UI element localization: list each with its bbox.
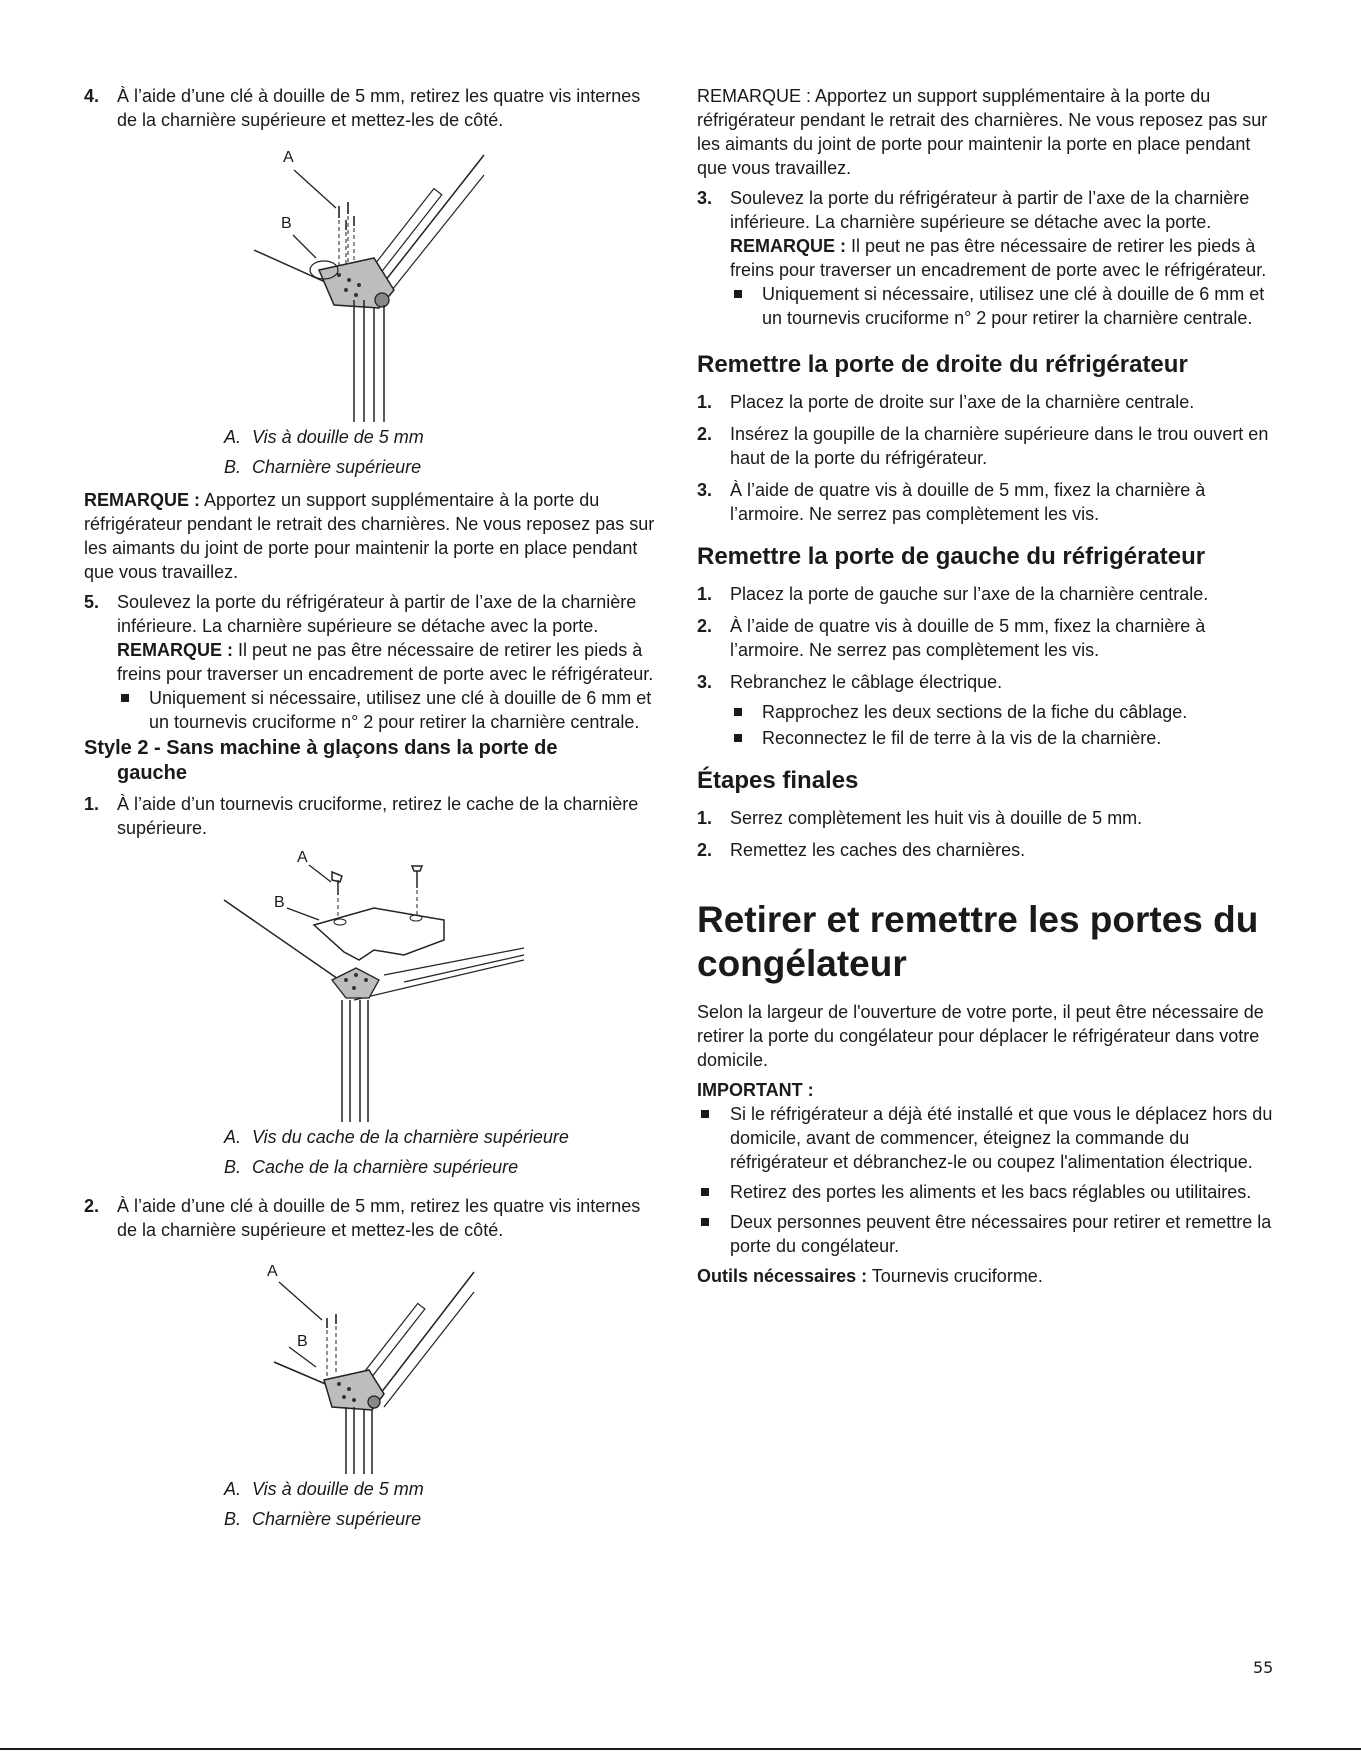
caption-text: Vis à douille de 5 mm bbox=[252, 1479, 424, 1499]
important-bullet bbox=[697, 1180, 1282, 1204]
caption-a bbox=[84, 1122, 664, 1152]
important-bullet bbox=[697, 1210, 1282, 1258]
step-3 bbox=[697, 186, 1282, 282]
step-text: Placez la porte de gauche sur l’axe de la charnière centrale. bbox=[730, 584, 1209, 604]
section-heading-final-steps: Étapes finales bbox=[697, 767, 859, 794]
section-right-step bbox=[697, 390, 1282, 414]
step-note bbox=[117, 638, 664, 686]
bullet-square-icon bbox=[701, 1110, 709, 1118]
step-number: 2. bbox=[697, 840, 713, 860]
bullet-text: Uniquement si nécessaire, utilisez une clé à douille de 6 mm et un tournevis cruciforme n° 2 pour retirer la charnière centrale. bbox=[762, 284, 1265, 328]
hinge-cover-illustration bbox=[84, 840, 664, 1122]
figure-label-a: A bbox=[283, 149, 294, 166]
figure-label-a: A bbox=[267, 1263, 278, 1280]
section-heading-left-door: Remettre la porte de gauche du réfrigérateur bbox=[697, 543, 1206, 570]
bullet-text: Si le réfrigérateur a déjà été installé et que vous le déplacez hors du domicile, avant de commencer, éteignez la commande du réfrigérateur et débranchez-le ou coupez l'alimentation électrique. bbox=[730, 1104, 1273, 1172]
step-number: 2. bbox=[84, 1196, 100, 1216]
caption-a bbox=[84, 1474, 664, 1504]
step-number: 1. bbox=[697, 584, 713, 604]
step-number: 3. bbox=[697, 672, 713, 692]
step-number: 1. bbox=[84, 794, 100, 814]
left-column bbox=[84, 84, 664, 1534]
title-line: Retirer et remettre les portes du bbox=[697, 899, 1259, 940]
caption-b bbox=[84, 452, 664, 482]
note-label: REMARQUE : bbox=[84, 490, 200, 510]
section-right-step bbox=[697, 422, 1282, 470]
bullet-square-icon bbox=[734, 290, 742, 298]
intro-paragraph: Selon la largeur de l'ouverture de votre porte, il peut être nécessaire de retirer la porte du congélateur pour déplacer le réfrigérateur dans votre domicile. bbox=[697, 1002, 1264, 1070]
bullet-square-icon bbox=[121, 694, 129, 702]
step-5 bbox=[84, 590, 664, 686]
caption-text: Vis à douille de 5 mm bbox=[252, 427, 424, 447]
heading-line: Style 2 - Sans machine à glaçons dans la porte de bbox=[84, 737, 558, 759]
bullet-text: Uniquement si nécessaire, utilisez une clé à douille de 6 mm et un tournevis cruciforme n° 2 pour retirer la charnière centrale. bbox=[149, 688, 652, 732]
note-text: Il peut ne pas être nécessaire de retirer les pieds à freins pour traverser un encadrement de porte avec le réfrigérateur. bbox=[117, 640, 654, 684]
title-line: congélateur bbox=[697, 943, 907, 984]
step-text: À l’aide d’un tournevis cruciforme, retirez le cache de la charnière supérieure. bbox=[117, 794, 639, 838]
bullet-square-icon bbox=[701, 1218, 709, 1226]
note-text: Il peut ne pas être nécessaire de retirer les pieds à freins pour traverser un encadrement de porte avec le réfrigérateur. bbox=[730, 236, 1267, 280]
right-column bbox=[697, 84, 1282, 1288]
bullet-item bbox=[730, 726, 1282, 750]
bullet-text: Rapprochez les deux sections de la fiche du câblage. bbox=[762, 702, 1188, 722]
bullet-item bbox=[117, 686, 664, 734]
figure-hinge-cover bbox=[84, 840, 664, 1122]
caption-letter: B. bbox=[224, 1157, 242, 1177]
important-bullet bbox=[697, 1102, 1282, 1174]
step-text: Soulevez la porte du réfrigérateur à partir de l’axe de la charnière inférieure. La charnière supérieure se détache avec la porte. bbox=[730, 188, 1250, 232]
section-right-step bbox=[697, 478, 1282, 526]
note-support bbox=[84, 488, 664, 584]
step-number: 2. bbox=[697, 616, 713, 636]
step-number: 4. bbox=[84, 86, 100, 106]
step-number: 3. bbox=[697, 188, 713, 208]
caption-letter: B. bbox=[224, 457, 242, 477]
hinge-illustration bbox=[84, 1242, 664, 1474]
step-note bbox=[730, 234, 1282, 282]
figure-label-a: A bbox=[297, 849, 308, 866]
tools-line bbox=[697, 1264, 1282, 1288]
step-text: Remettez les caches des charnières. bbox=[730, 840, 1026, 860]
caption-text: Charnière supérieure bbox=[252, 1509, 422, 1529]
note-text: Apportez un support supplémentaire à la porte du réfrigérateur pendant le retrait des charnières. Ne vous reposez pas sur les aimants du joint de porte pour maintenir la porte en place pendant que vous travaillez. bbox=[84, 490, 655, 582]
step-text: Soulevez la porte du réfrigérateur à partir de l’axe de la charnière inférieure. La charnière supérieure se détache avec la porte. bbox=[117, 592, 637, 636]
caption-b bbox=[84, 1152, 664, 1182]
section-heading-right-door: Remettre la porte de droite du réfrigérateur bbox=[697, 351, 1188, 378]
step-text: À l’aide de quatre vis à douille de 5 mm, fixez la charnière à l’armoire. Ne serrez pas complètement les vis. bbox=[730, 480, 1206, 524]
section-left-step bbox=[697, 670, 1282, 694]
bullet-item bbox=[730, 700, 1282, 724]
step-4 bbox=[84, 84, 664, 132]
caption-letter: A. bbox=[224, 1479, 242, 1499]
bullet-text: Reconnectez le fil de terre à la vis de la charnière. bbox=[762, 728, 1162, 748]
section-left-step bbox=[697, 614, 1282, 662]
step-text: À l’aide d’une clé à douille de 5 mm, retirez les quatre vis internes de la charnière supérieure et mettez-les de côté. bbox=[117, 86, 641, 130]
note-support: REMARQUE : Apportez un support supplémentaire à la porte du réfrigérateur pendant le retrait des charnières. Ne vous reposez pas sur les aimants du joint de porte pour maintenir la porte en place pendant que vous travaillez. bbox=[697, 86, 1268, 178]
bullet-text: Retirez des portes les aliments et les bacs réglables ou utilitaires. bbox=[730, 1182, 1252, 1202]
caption-letter: A. bbox=[224, 427, 242, 447]
caption-b bbox=[84, 1504, 664, 1534]
style2-step-2 bbox=[84, 1194, 664, 1242]
caption-text: Charnière supérieure bbox=[252, 457, 422, 477]
tools-label: Outils nécessaires : bbox=[697, 1266, 868, 1286]
style2-heading bbox=[84, 736, 664, 786]
figure-top-hinge-screws bbox=[84, 140, 664, 422]
caption-text: Vis du cache de la charnière supérieure bbox=[252, 1127, 569, 1147]
figure-label-b: B bbox=[281, 215, 292, 232]
step-text: Serrez complètement les huit vis à douille de 5 mm. bbox=[730, 808, 1143, 828]
bottom-rule bbox=[0, 1748, 1361, 1750]
final-step bbox=[697, 806, 1282, 830]
freezer-doors-title bbox=[697, 898, 1282, 986]
bullet-item bbox=[730, 282, 1282, 330]
bullet-square-icon bbox=[734, 708, 742, 716]
step-number: 2. bbox=[697, 424, 713, 444]
note-label: REMARQUE : bbox=[117, 640, 233, 660]
hinge-illustration bbox=[84, 140, 664, 422]
figure-label-b: B bbox=[274, 894, 285, 911]
step-number: 3. bbox=[697, 480, 713, 500]
step-text: À l’aide d’une clé à douille de 5 mm, retirez les quatre vis internes de la charnière supérieure et mettez-les de côté. bbox=[117, 1196, 641, 1240]
caption-letter: B. bbox=[224, 1509, 242, 1529]
caption-text: Cache de la charnière supérieure bbox=[252, 1157, 519, 1177]
page-number: 55 bbox=[1253, 1658, 1274, 1677]
step-number: 1. bbox=[697, 808, 713, 828]
step-number: 5. bbox=[84, 592, 100, 612]
bullet-square-icon bbox=[701, 1188, 709, 1196]
step-text: Rebranchez le câblage électrique. bbox=[730, 672, 1003, 692]
step-text: Insérez la goupille de la charnière supérieure dans le trou ouvert en haut de la porte du réfrigérateur. bbox=[730, 424, 1269, 468]
section-left-step bbox=[697, 582, 1282, 606]
bullet-text: Deux personnes peuvent être nécessaires pour retirer et remettre la porte du congélateur. bbox=[730, 1212, 1272, 1256]
note-label: REMARQUE : bbox=[730, 236, 846, 256]
heading-line: gauche bbox=[117, 762, 188, 784]
tools-text: Tournevis cruciforme. bbox=[867, 1266, 1043, 1286]
figure-top-hinge-screws-2 bbox=[84, 1242, 664, 1474]
step-number: 1. bbox=[697, 392, 713, 412]
caption-letter: A. bbox=[224, 1127, 242, 1147]
important-label: IMPORTANT : bbox=[697, 1080, 814, 1100]
step-text: Placez la porte de droite sur l’axe de la charnière centrale. bbox=[730, 392, 1195, 412]
step-text: À l’aide de quatre vis à douille de 5 mm, fixez la charnière à l’armoire. Ne serrez pas complètement les vis. bbox=[730, 616, 1206, 660]
caption-a bbox=[84, 422, 664, 452]
bullet-square-icon bbox=[734, 734, 742, 742]
final-step bbox=[697, 838, 1282, 862]
style2-step-1 bbox=[84, 792, 664, 840]
figure-label-b: B bbox=[297, 1333, 308, 1350]
